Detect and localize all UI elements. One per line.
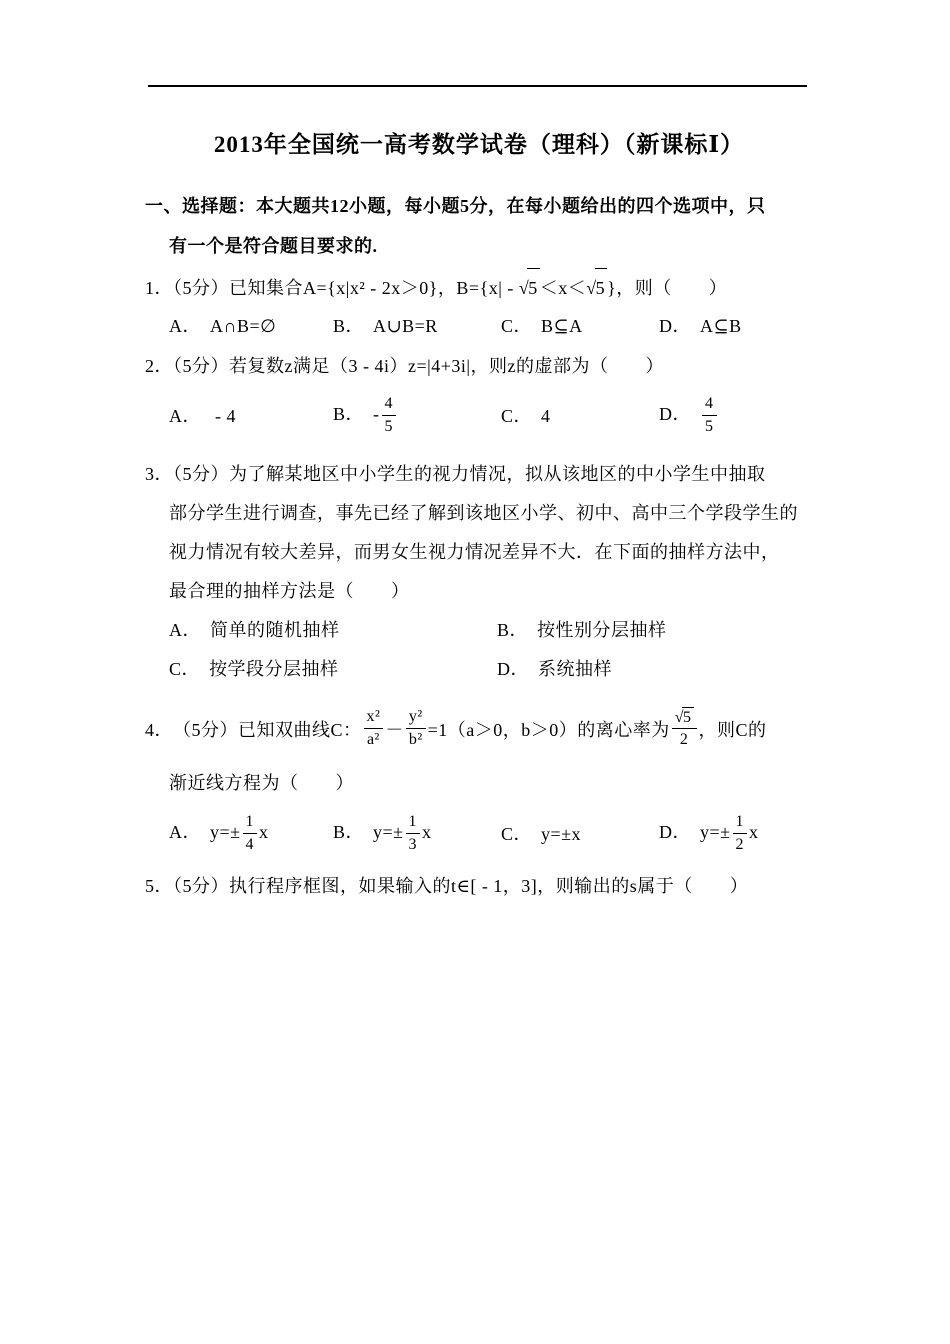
option-label: D． [659,822,691,843]
fraction-denominator: a² [366,730,380,748]
option-text: x [259,822,269,843]
option-label: A． [169,620,201,640]
minus-sign: - [373,404,380,425]
option-text: 按学段分层抽样 [209,659,339,679]
question-1-number: 1． [145,278,173,298]
option-label: A． [169,316,201,336]
question-5-stem [145,867,813,905]
question-4 [145,697,813,865]
option-label: D． [659,316,691,336]
eccentricity-fraction [672,707,697,749]
option-text: y=± [373,822,404,843]
question-1-stem-text-a: （5分）已知集合A={x|x² - 2x＞0}，B={x| - [173,278,519,298]
question-4-number: 4． [145,720,173,740]
question-2-stem-text: （5分）若复数z满足（3 - 4i）z=|4+3i|，则z的虚部为（ ） [173,356,664,376]
option-label: C． [169,659,201,679]
radicand: 5 [595,268,608,307]
question-4-stem-text-c: ，则C的 [698,720,767,740]
option-text: y=±x [541,824,582,844]
question-5-stem-text: （5分）执行程序框图，如果输入的t∈[ - 1，3]，则输出的s属于（ ） [173,876,749,896]
fraction-numerator: 4 [702,394,717,415]
fraction [702,394,717,435]
question-1-option-d [659,307,813,345]
question-4-option-d [659,810,813,857]
question-1-stem-text-c: }，则（ ） [607,278,728,298]
question-1-option-b [333,307,501,345]
fraction-denominator: 4 [245,835,255,853]
question-5-number: 5． [145,876,173,896]
radical-sign: √ [674,708,685,726]
option-text: x [422,822,432,843]
question-3-option-b [497,611,813,650]
sqrt-radical [519,268,540,307]
question-3-stem-text-1: （5分）为了解某地区中小学生的视力情况，拟从该地区的中小学生中抽取 [173,464,766,484]
question-3-stem-line-1 [145,455,813,494]
option-label: C． [501,316,533,336]
fraction-denominator: 5 [384,417,394,435]
option-text: x [749,822,759,843]
section-header-line-2: 有一个是符合题目要求的. [169,236,378,256]
fraction [733,812,748,853]
fraction-denominator: 3 [408,835,418,853]
option-label: A． [169,406,201,426]
option-label: B． [333,822,365,843]
option-label: D． [659,404,691,425]
option-text: y=± [700,822,731,843]
option-text: y=± [210,822,241,843]
fraction-numerator: 1 [733,812,748,833]
question-4-option-b [333,810,501,857]
question-3-stem-line-4: 最合理的抽样方法是（ ） [169,581,410,601]
option-text: A⊆B [700,316,742,336]
fraction [364,707,384,748]
question-2-number: 2． [145,356,173,376]
question-4-option-c [501,815,659,853]
question-4-option-a [169,810,333,857]
option-text: 简单的随机抽样 [210,620,340,640]
question-3-option-a [169,611,497,650]
question-4-stem-line-2: 渐近线方程为（ ） [169,773,354,793]
option-label: C． [501,824,533,844]
question-1-options [145,307,813,345]
question-2-option-b [333,392,501,439]
question-3-option-c [169,650,497,689]
question-4-stem [145,697,813,761]
question-3 [145,455,813,689]
fraction [382,394,397,435]
question-1-stem-text-b: ＜x＜ [539,278,587,298]
option-text: A∩B=∅ [210,316,277,336]
fraction-numerator: 1 [406,812,421,833]
fraction-numerator: 4 [382,394,397,415]
question-3-options [145,611,813,689]
question-2-option-a [169,397,333,435]
option-text: 系统抽样 [538,659,612,679]
question-2 [145,347,813,447]
fraction [406,812,421,853]
option-text: A∪B=R [373,316,438,336]
question-3-number: 3． [145,464,173,484]
option-label: B． [333,316,365,336]
section-header [145,186,813,266]
minus-sign: － [385,720,404,740]
fraction-denominator: 2 [735,835,745,853]
fraction [243,812,258,853]
question-3-stem-line-3: 视力情况有较大差异，而男女生视力情况差异不大．在下面的抽样方法中， [169,542,780,562]
question-2-option-d [659,392,813,439]
option-label: B． [497,620,529,640]
option-label: C． [501,406,533,426]
fraction-denominator: 5 [705,417,714,435]
radical-sign: √ [586,278,597,298]
radicand: 5 [527,268,540,307]
question-4-stem-text-b: =1（a＞0，b＞0）的离心率为 [427,720,670,740]
fraction-numerator: y² [406,707,426,728]
option-label: B． [333,404,365,425]
question-2-stem [145,347,813,385]
fraction-numerator: x² [364,707,384,728]
option-text: 4 [541,406,551,426]
sqrt-radical [675,707,694,727]
radical-sign: √ [518,278,530,298]
sqrt-radical [586,268,607,307]
option-label: A． [169,822,201,843]
exam-title: 2013年全国统一高考数学试卷（理科）（新课标Ⅰ） [213,132,745,157]
option-label: D． [497,659,529,679]
question-2-option-c [501,397,659,435]
radicand: 5 [683,708,692,726]
fraction-numerator: 1 [243,812,258,833]
question-2-options [145,385,813,447]
document-content [145,120,813,905]
header-divider-rule [148,85,807,87]
question-1-option-c [501,307,659,345]
question-4-stem-text-a: （5分）已知双曲线C： [173,720,362,740]
question-4-options [145,803,813,865]
option-text: 按性别分层抽样 [537,620,667,640]
option-text: B⊆A [541,316,583,336]
question-1-stem [145,268,813,307]
question-3-stem-line-2: 部分学生进行调查，事先已经了解到该地区小学、初中、高中三个学段学生的 [169,503,798,523]
fraction-numerator [672,707,697,729]
question-3-option-d [497,650,813,689]
question-1 [145,268,813,345]
fraction [406,707,426,748]
option-text: - 4 [210,406,236,426]
question-1-option-a [169,307,333,345]
fraction-denominator: 2 [679,731,689,748]
section-header-line-1: 一、选择题：本大题共12小题，每小题5分，在每小题给出的四个选项中，只 [145,196,766,216]
fraction-denominator: b² [408,730,423,748]
question-5 [145,867,813,905]
